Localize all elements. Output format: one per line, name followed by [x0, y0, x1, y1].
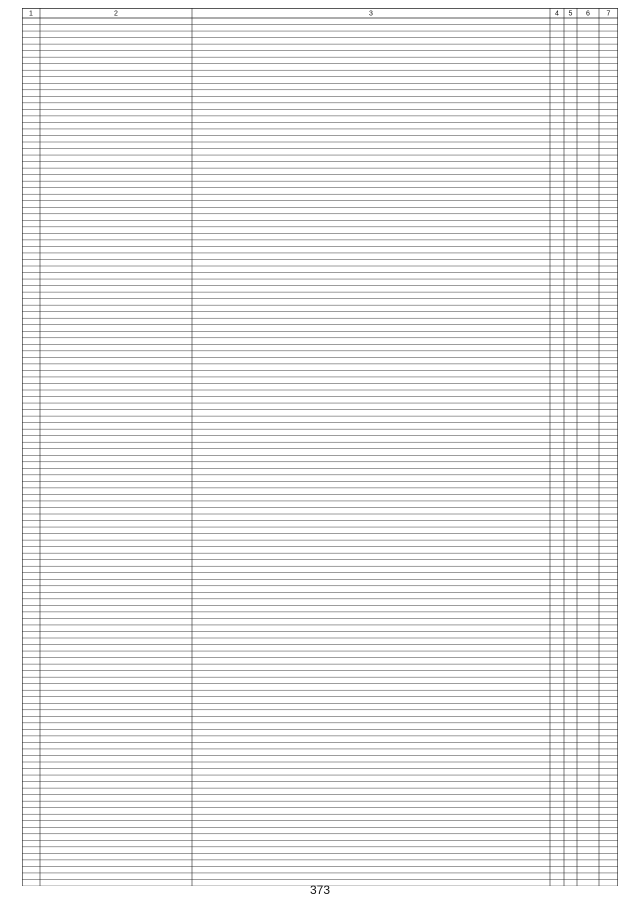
column-number-2: 2 — [114, 10, 118, 18]
page-number: 373 — [309, 883, 331, 897]
document-page — [22, 8, 618, 886]
column-number-3: 3 — [369, 10, 373, 18]
column-number-5: 5 — [568, 10, 573, 18]
register-table — [22, 8, 618, 886]
column-number-4: 4 — [555, 10, 559, 18]
column-number-6: 6 — [586, 10, 590, 18]
column-number-7: 7 — [606, 10, 611, 18]
column-number-1: 1 — [29, 10, 33, 18]
